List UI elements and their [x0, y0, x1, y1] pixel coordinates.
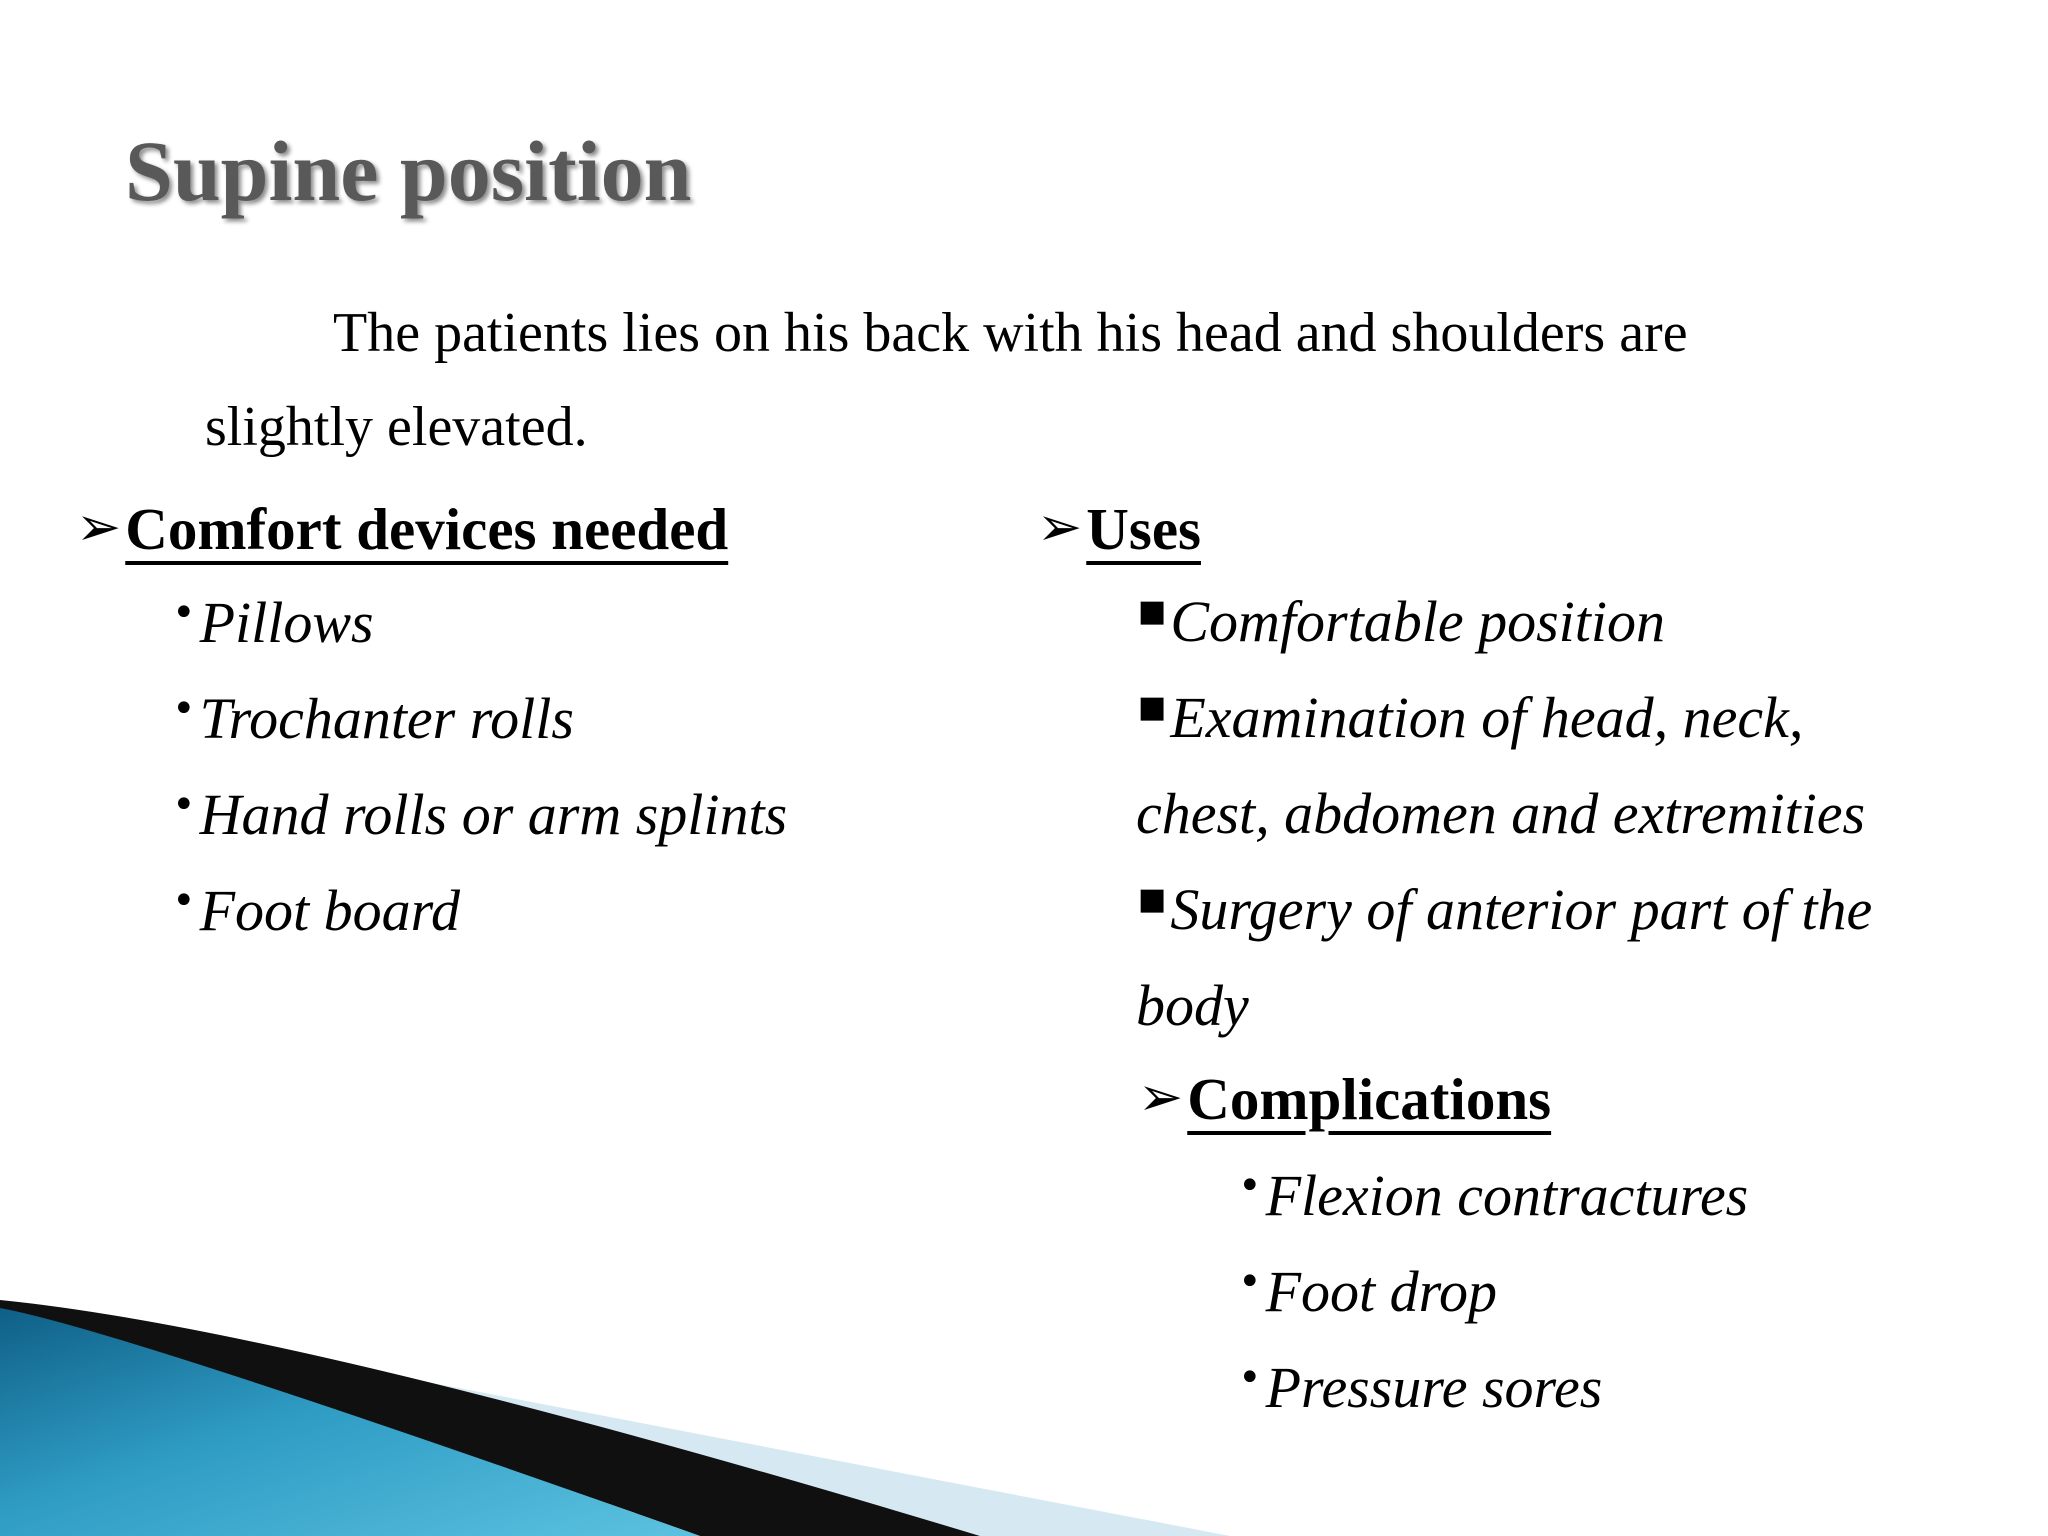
- square-bullet-icon: ■: [1138, 690, 1167, 725]
- intro-line-1: The patients lies on his back with his head and shoulders are: [333, 302, 1688, 364]
- list-item: •Pressure sores: [1238, 1355, 1603, 1420]
- list-item: •Foot drop: [1238, 1259, 1498, 1324]
- round-bullet-icon: •: [1238, 1355, 1262, 1401]
- square-bullet-icon: ■: [1138, 594, 1167, 629]
- comfort-devices-heading-text: Comfort devices needed: [125, 496, 729, 562]
- complications-heading-text: Complications: [1187, 1066, 1552, 1132]
- round-bullet-icon: •: [1238, 1163, 1262, 1209]
- complications-heading: [1138, 1065, 1552, 1132]
- list-item-continuation: body: [1136, 973, 1249, 1038]
- arrowhead-bullet-icon: ➢: [76, 495, 122, 558]
- slide-title: Supine position: [125, 123, 692, 219]
- comfort-devices-heading: [76, 495, 729, 562]
- list-item: ■Surgery of anterior part of the: [1138, 877, 1873, 942]
- list-item: ■Examination of head, neck,: [1138, 685, 1804, 750]
- round-bullet-icon: •: [172, 590, 196, 636]
- list-item: •Foot board: [172, 878, 461, 943]
- round-bullet-icon: •: [172, 878, 196, 924]
- intro-paragraph: [205, 286, 1925, 474]
- list-item: •Flexion contractures: [1238, 1163, 1749, 1228]
- round-bullet-icon: •: [1238, 1259, 1262, 1305]
- arrowhead-bullet-icon: ➢: [1138, 1065, 1184, 1128]
- list-item: ■Comfortable position: [1138, 589, 1666, 654]
- square-bullet-icon: ■: [1138, 882, 1167, 917]
- list-item: •Pillows: [172, 590, 374, 655]
- uses-heading-text: Uses: [1086, 496, 1201, 562]
- intro-line-2: slightly elevated.: [205, 396, 588, 458]
- list-item: •Hand rolls or arm splints: [172, 782, 788, 847]
- round-bullet-icon: •: [172, 686, 196, 732]
- uses-heading: [1037, 495, 1201, 562]
- list-item-continuation: chest, abdomen and extremities: [1136, 781, 1866, 846]
- round-bullet-icon: •: [172, 782, 196, 828]
- list-item: •Trochanter rolls: [172, 686, 574, 751]
- arrowhead-bullet-icon: ➢: [1037, 495, 1083, 558]
